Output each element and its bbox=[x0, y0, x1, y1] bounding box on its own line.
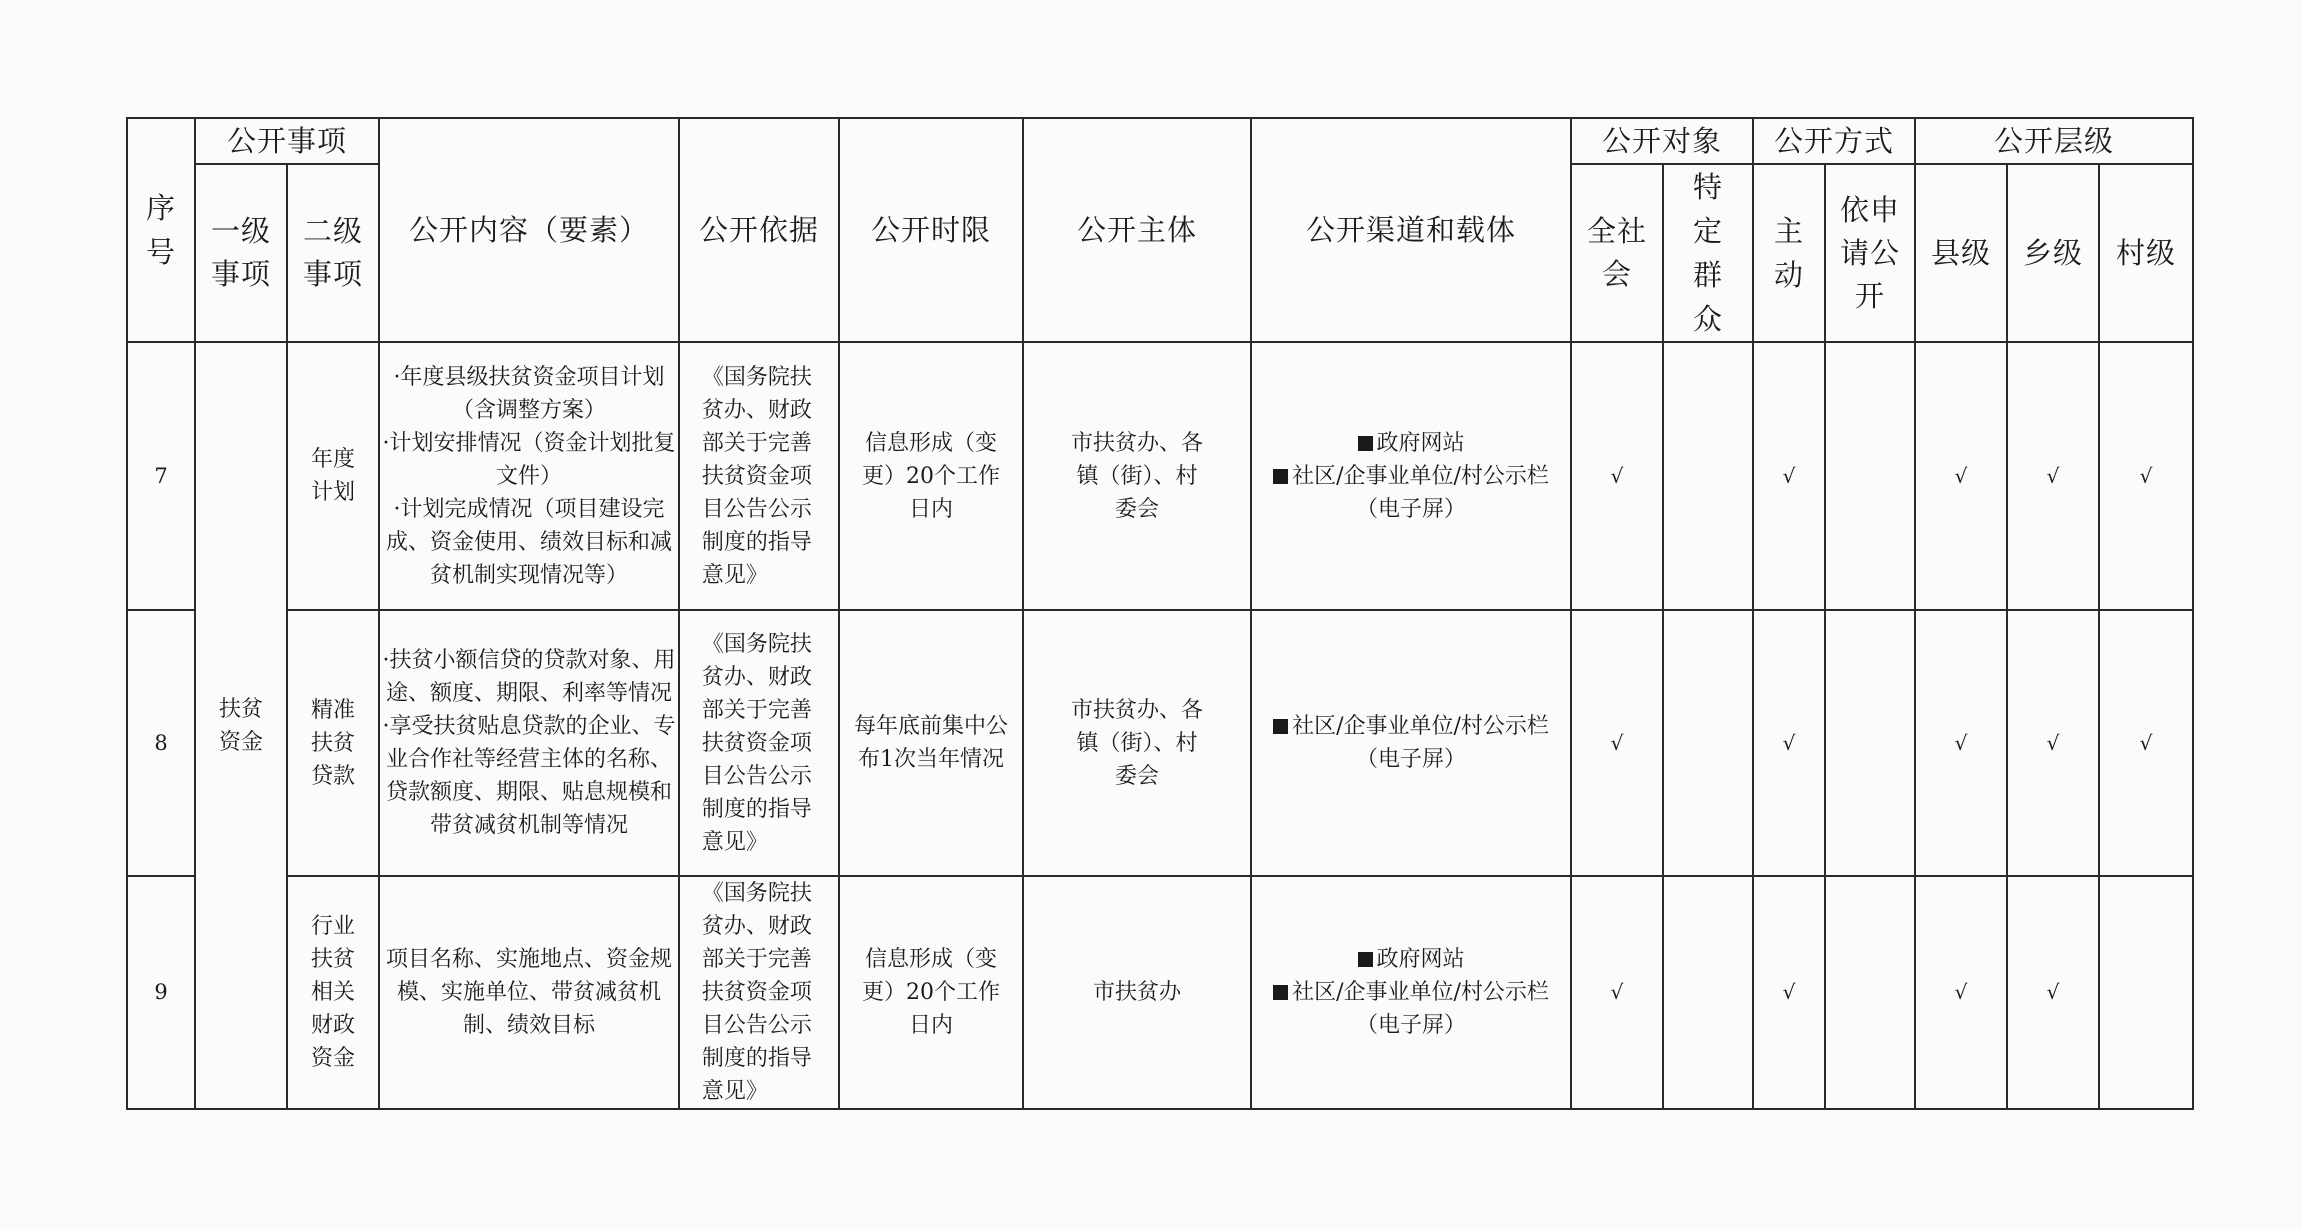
content-line: ·计划安排情况（资金计划批复文件） bbox=[382, 430, 676, 489]
header-subject: 公开主体 bbox=[1023, 118, 1251, 342]
target-all-check: √ bbox=[1571, 610, 1663, 876]
content-cell bbox=[379, 876, 679, 1109]
level-town-check: √ bbox=[2007, 876, 2099, 1109]
basis-cell: 《国务院扶贫办、财政部关于完善扶贫资金项目公告公示制度的指导意见》 bbox=[679, 610, 839, 876]
header-time-limit: 公开时限 bbox=[839, 118, 1023, 342]
level2-cell: 行业扶贫相关财政资金 bbox=[287, 876, 379, 1109]
subject-cell: 市扶贫办、各镇（街）、村委会 bbox=[1023, 610, 1251, 876]
content-cell bbox=[379, 610, 679, 876]
header-method-active: 主动 bbox=[1753, 164, 1825, 342]
header-content: 公开内容（要素） bbox=[379, 118, 679, 342]
header-target-group: 公开对象 bbox=[1571, 118, 1753, 164]
level-village-check bbox=[2099, 876, 2193, 1109]
square-bullet-icon bbox=[1273, 985, 1288, 1000]
row-seq: 9 bbox=[127, 876, 195, 1109]
table-row bbox=[127, 342, 2193, 610]
content-line: ·年度县级扶贫资金项目计划（含调整方案） bbox=[393, 364, 665, 423]
level-county-check: √ bbox=[1915, 876, 2007, 1109]
level-town-check: √ bbox=[2007, 610, 2099, 876]
square-bullet-icon bbox=[1358, 952, 1373, 967]
channel-item: 社区/企事业单位/村公示栏（电子屏） bbox=[1252, 976, 1570, 1042]
row-seq: 8 bbox=[127, 610, 195, 876]
content-line: ·扶贫小额信贷的贷款对象、用途、额度、期限、利率等情况 bbox=[382, 648, 676, 706]
square-bullet-icon bbox=[1273, 469, 1288, 484]
method-active-check: √ bbox=[1753, 876, 1825, 1109]
basis-cell: 《国务院扶贫办、财政部关于完善扶贫资金项目公告公示制度的指导意见》 bbox=[679, 342, 839, 610]
channel-cell bbox=[1251, 610, 1571, 876]
time-limit-cell: 信息形成（变更）20个工作日内 bbox=[839, 342, 1023, 610]
target-specific-check bbox=[1663, 610, 1753, 876]
header-level-county: 县级 bbox=[1915, 164, 2007, 342]
channel-cell bbox=[1251, 342, 1571, 610]
level2-cell: 年度计划 bbox=[287, 342, 379, 610]
content-line: ·享受扶贫贴息贷款的企业、专业合作社等经营主体的名称、贷款额度、期限、贴息规模和带贫减贫机制等情况 bbox=[382, 714, 676, 838]
content-line: 项目名称、实施地点、资金规模、实施单位、带贫减贫机制、绩效目标 bbox=[386, 947, 673, 1038]
table-row bbox=[127, 610, 2193, 876]
method-active-check: √ bbox=[1753, 610, 1825, 876]
level-county-check: √ bbox=[1915, 342, 2007, 610]
level2-cell: 精准扶贫贷款 bbox=[287, 610, 379, 876]
header-channel: 公开渠道和载体 bbox=[1251, 118, 1571, 342]
header-level-village: 村级 bbox=[2099, 164, 2193, 342]
target-specific-check bbox=[1663, 342, 1753, 610]
disclosure-table bbox=[126, 117, 2194, 1110]
header-method-apply: 依申请公开 bbox=[1825, 164, 1915, 342]
header-level-town: 乡级 bbox=[2007, 164, 2099, 342]
channel-item: 社区/企事业单位/村公示栏（电子屏） bbox=[1252, 460, 1570, 526]
method-apply-check bbox=[1825, 342, 1915, 610]
level-village-check: √ bbox=[2099, 610, 2193, 876]
method-active-check: √ bbox=[1753, 342, 1825, 610]
table-row bbox=[127, 876, 2193, 1109]
level1-cell: 扶贫资金 bbox=[195, 342, 287, 1109]
basis-cell: 《国务院扶贫办、财政部关于完善扶贫资金项目公告公示制度的指导意见》 bbox=[679, 876, 839, 1109]
header-basis: 公开依据 bbox=[679, 118, 839, 342]
target-specific-check bbox=[1663, 876, 1753, 1109]
header-level2: 二级事项 bbox=[287, 164, 379, 342]
channel-item: 政府网站 bbox=[1252, 943, 1570, 976]
subject-cell: 市扶贫办 bbox=[1023, 876, 1251, 1109]
level-village-check: √ bbox=[2099, 342, 2193, 610]
header-target-all: 全社会 bbox=[1571, 164, 1663, 342]
content-cell bbox=[379, 342, 679, 610]
channel-cell bbox=[1251, 876, 1571, 1109]
square-bullet-icon bbox=[1358, 436, 1373, 451]
time-limit-cell: 每年底前集中公布1次当年情况 bbox=[839, 610, 1023, 876]
row-seq: 7 bbox=[127, 342, 195, 610]
method-apply-check bbox=[1825, 876, 1915, 1109]
header-level-group: 公开层级 bbox=[1915, 118, 2193, 164]
header-level1: 一级事项 bbox=[195, 164, 287, 342]
channel-item: 政府网站 bbox=[1252, 427, 1570, 460]
method-apply-check bbox=[1825, 610, 1915, 876]
subject-cell: 市扶贫办、各镇（街）、村委会 bbox=[1023, 342, 1251, 610]
level-town-check: √ bbox=[2007, 342, 2099, 610]
header-target-specific: 特定群众 bbox=[1663, 164, 1753, 342]
time-limit-cell: 信息形成（变更）20个工作日内 bbox=[839, 876, 1023, 1109]
header-seq: 序号 bbox=[127, 118, 195, 342]
target-all-check: √ bbox=[1571, 342, 1663, 610]
header-method-group: 公开方式 bbox=[1753, 118, 1915, 164]
content-line: ·计划完成情况（项目建设完成、资金使用、绩效目标和减贫机制实现情况等） bbox=[386, 496, 673, 588]
level-county-check: √ bbox=[1915, 610, 2007, 876]
header-items-group: 公开事项 bbox=[195, 118, 379, 164]
target-all-check: √ bbox=[1571, 876, 1663, 1109]
square-bullet-icon bbox=[1273, 719, 1288, 734]
channel-item: 社区/企事业单位/村公示栏（电子屏） bbox=[1252, 710, 1570, 776]
